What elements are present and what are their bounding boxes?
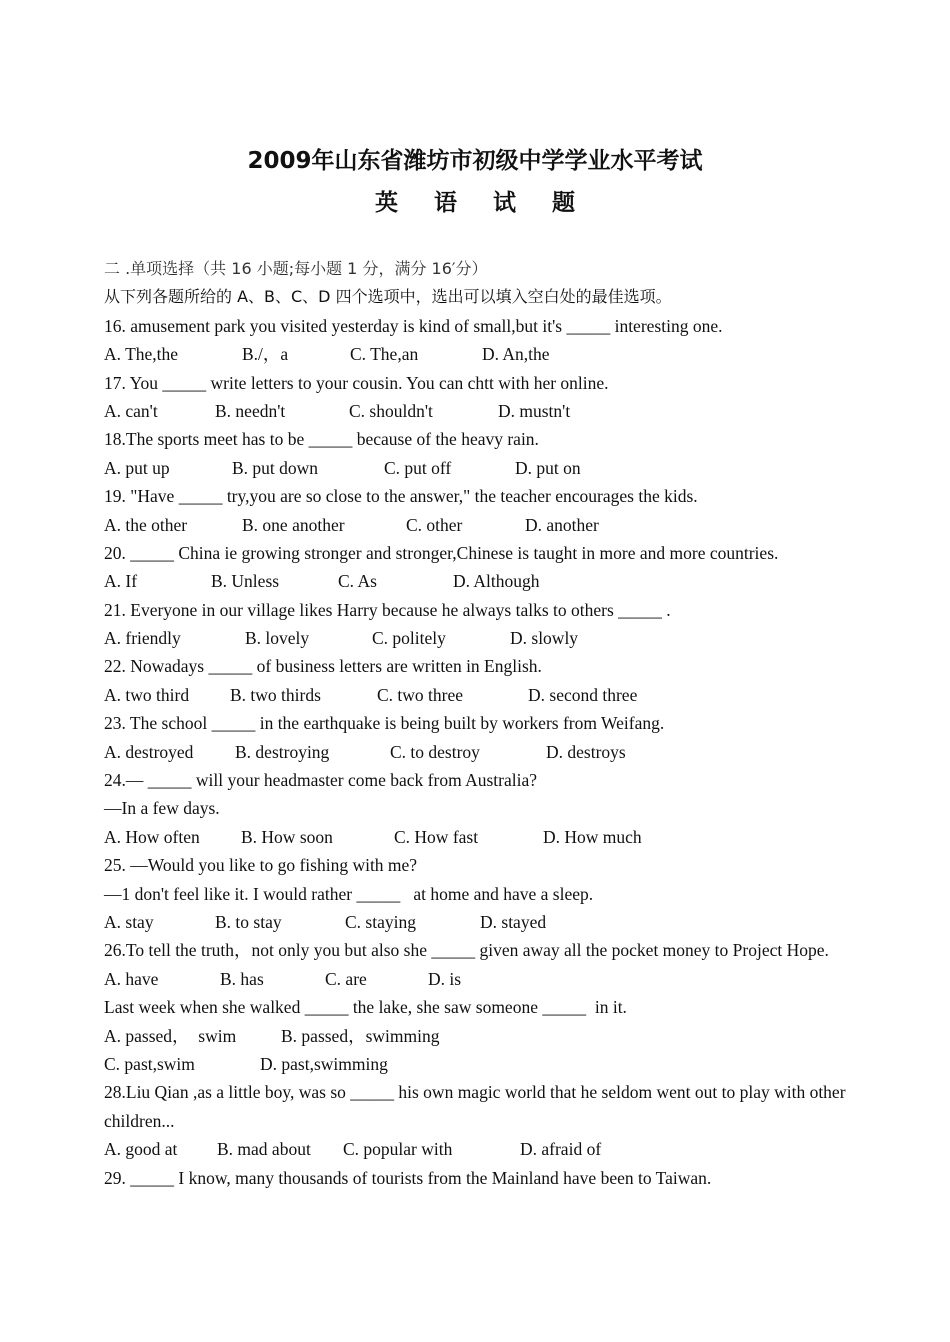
option-a: A. put up [104,457,170,478]
question-28-options [104,1135,849,1163]
option-c: C. staying [345,911,416,932]
option-a: A. How often [104,826,200,847]
option-c: C. put off [384,457,452,478]
option-b: B. How soon [241,826,333,847]
option-c: C. As [338,571,377,592]
option-a: A. If [104,571,138,592]
exam-title: 2009年山东省潍坊市初级中学学业水平考试 [247,148,703,174]
option-d: D. stayed [480,911,547,932]
option-c: C. How fast [394,826,479,847]
option-d: D. destroys [546,741,626,762]
option-a: A. have [104,968,159,989]
option-b: B./，a [242,344,289,365]
question-21-stem: 21. Everyone in our village likes Harry because he always talks to others _____ . [104,599,671,620]
question-19-stem: 19. "Have _____ try,you are so close to the answer," the teacher encourages the kids. [104,486,698,507]
option-b: B. lovely [245,628,310,649]
option-b: B. needn't [215,400,286,421]
option-b: B. two thirds [230,684,321,705]
question-23-stem: 23. The school _____ in the earthquake is being built by workers from Weifang. [104,713,665,734]
question-20-options [104,567,849,595]
option-d: D. Although [453,571,540,592]
option-d: D. is [428,968,462,989]
question-27-options-row-2 [104,1050,849,1078]
option-b: B. destroying [235,741,330,762]
option-a: A. The,the [104,344,179,365]
exam-subtitle: 英 语 试 题 [374,190,590,216]
option-b: B. has [220,968,264,989]
option-a: A. the other [104,514,188,535]
question-21-options [104,624,849,652]
option-d: D. slowly [510,628,579,649]
option-d: D. An,the [482,344,550,365]
option-a: A. destroyed [104,741,194,762]
question-18-options [104,454,849,482]
question-26-stem: 26.To tell the truth，not only you but also she _____ given away all the pocket money to Project Hope. [104,940,829,961]
option-b: B. Unless [211,571,280,592]
option-c: C. two three [377,684,464,705]
question-26-options [104,965,849,993]
option-c: C. are [325,968,367,989]
option-d: D. past,swimming [260,1053,388,1074]
question-22-options [104,681,849,709]
option-c: C. to destroy [390,741,480,762]
option-d: D. another [525,514,599,535]
option-d: D. mustn't [498,400,571,421]
question-16-stem: 16. amusement park you visited yesterday is kind of small,but it's _____ interesting one. [104,315,723,336]
option-a: A. passed， swim [104,1025,237,1046]
question-25-options [104,908,849,936]
question-28-stem: 28.Liu Qian ,as a little boy, was so _____ his own magic world that he seldom went out to play with other children... [104,1082,846,1131]
option-c: C. other [406,514,463,535]
exam-content [104,255,849,1192]
question-18-stem: 18.The sports meet has to be _____ because of the heavy rain. [104,429,539,450]
option-c: C. popular with [343,1139,453,1160]
question-27-stem: Last week when she walked _____ the lake, she saw someone _____ in it. [104,997,627,1018]
question-25-reply: —1 don't feel like it. I would rather _____ at home and have a sleep. [104,883,594,904]
question-16-options [104,340,849,368]
section-heading: 二 .单项选择（共 16 小题;每小题 1 分，满分 16′分） [104,259,488,278]
option-c: C. shouldn't [349,400,433,421]
option-d: D. afraid of [520,1139,602,1160]
option-a: A. can't [104,400,158,421]
question-19-options [104,511,849,539]
question-22-stem: 22. Nowadays _____ of business letters are written in English. [104,656,542,677]
option-a: A. good at [104,1139,178,1160]
question-24-stem: 24.— _____ will your headmaster come back from Australia? [104,770,538,791]
question-23-options [104,738,849,766]
option-b: B. mad about [217,1139,311,1160]
option-a: A. two third [104,684,190,705]
question-25-stem: 25. —Would you like to go fishing with me? [104,855,418,876]
option-d: D. second three [528,684,638,705]
question-24-reply: —In a few days. [104,798,220,819]
option-c: C. past,swim [104,1053,195,1074]
option-b: B. passed，swimming [281,1025,440,1046]
section-instruction: 从下列各题所给的 A、B、C、D 四个选项中，选出可以填入空白处的最佳选项。 [104,287,672,307]
option-b: B. one another [242,514,345,535]
question-24-options [104,823,849,851]
option-a: A. friendly [104,628,181,649]
option-a: A. stay [104,911,154,932]
question-27-options [104,1022,849,1050]
question-17-stem: 17. You _____ write letters to your cousin. You can chtt with her online. [104,372,609,393]
question-17-options [104,397,849,425]
option-d: D. put on [515,457,581,478]
question-29-stem: 29. _____ I know, many thousands of tourists from the Mainland have been to Taiwan. [104,1167,712,1188]
option-d: D. How much [543,826,642,847]
option-b: B. to stay [215,911,282,932]
option-c: C. The,an [350,344,419,365]
question-20-stem: 20. _____ China ie growing stronger and stronger,Chinese is taught in more and more countries. [104,542,779,563]
option-c: C. politely [372,628,446,649]
option-b: B. put down [232,457,319,478]
